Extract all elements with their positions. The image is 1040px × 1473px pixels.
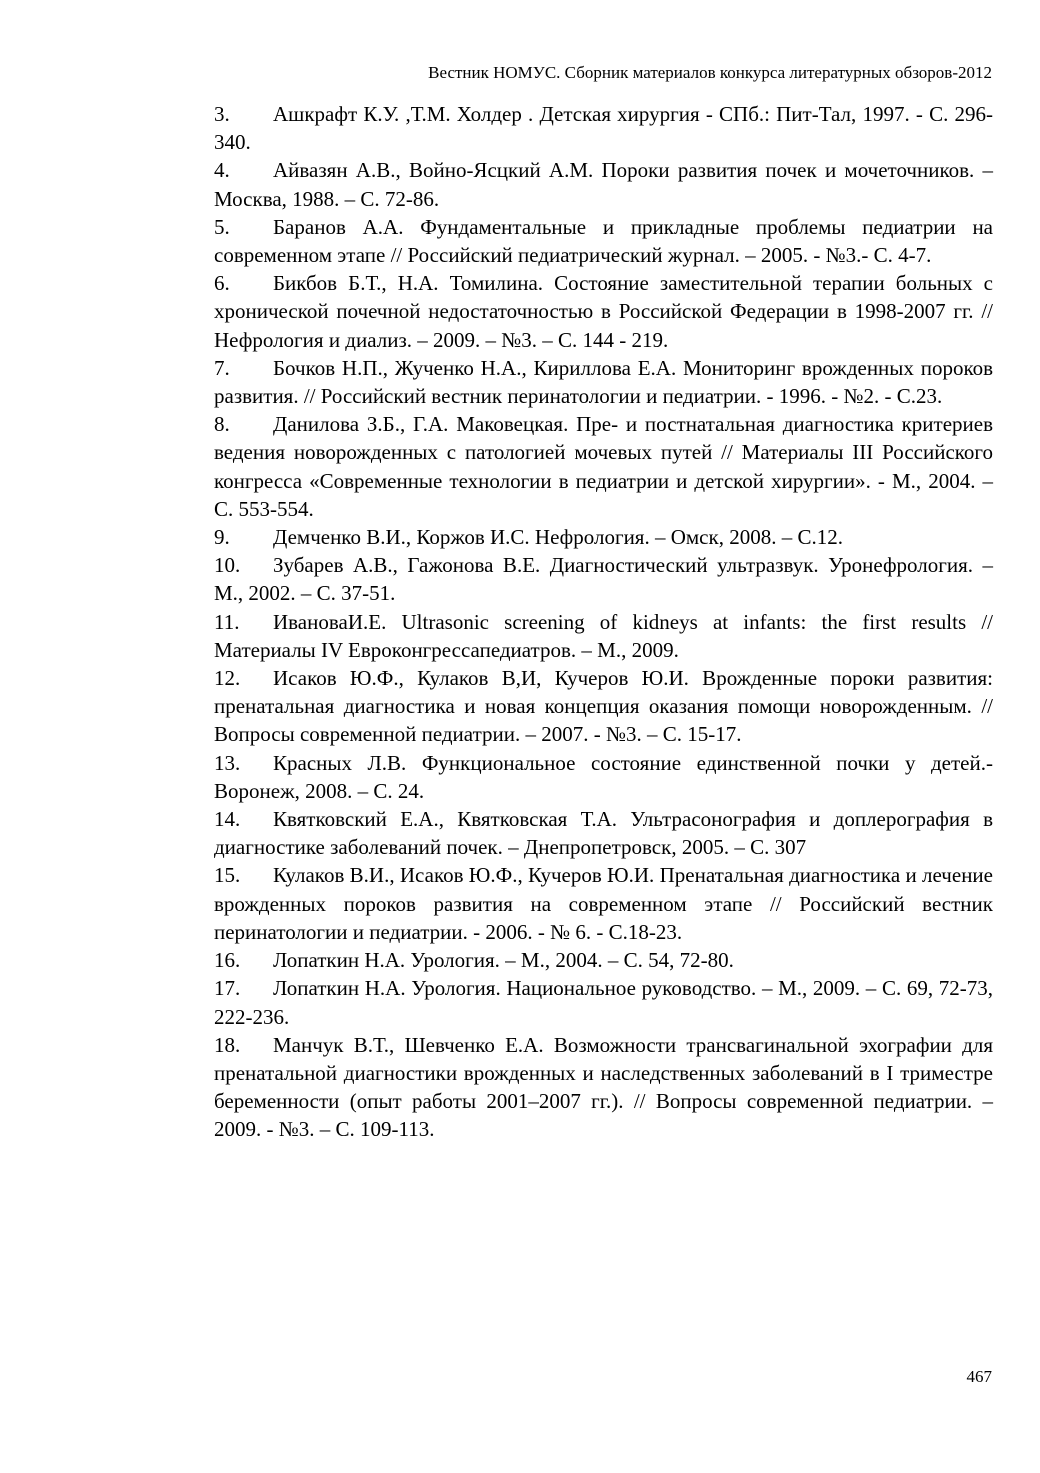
reference-number: 4.	[214, 158, 230, 183]
reference-text: Зубарев А.В., Гажонова В.Е. Диагностический ультразвук. Уронефрология. – М., 2002. – С. 37-51.	[214, 553, 993, 606]
reference-number: 5.	[214, 214, 230, 239]
reference-item	[214, 156, 993, 212]
reference-item	[214, 749, 993, 805]
reference-text: Лопаткин Н.А. Урология. – М., 2004. – С. 54, 72-80.	[273, 948, 734, 973]
reference-number: 6.	[214, 271, 230, 296]
reference-number: 16.	[214, 948, 241, 973]
reference-item	[214, 100, 993, 156]
reference-number: 11.	[214, 609, 240, 634]
reference-item	[214, 805, 993, 861]
reference-item	[214, 664, 993, 749]
reference-number: 14.	[214, 807, 241, 832]
reference-number: 15.	[214, 863, 241, 888]
reference-text: ИвановаИ.Е. Ultrasonic screening of kidneys at infants: the first results // Материалы IV Евроконгрессапедиатров. – М., 2009.	[214, 609, 993, 662]
reference-item	[214, 213, 993, 269]
page-number: 467	[966, 1367, 992, 1386]
reference-text: Бикбов Б.Т., Н.А. Томилина. Состояние заместительной терапии больных с хронической почечной недостаточностью в Российской Федерации в 1998-2007 гг. // Нефрология и диализ. – 2009. – №3. – С. 144 - 219.	[214, 271, 993, 352]
reference-number: 12.	[214, 666, 241, 691]
reference-item	[214, 269, 993, 354]
reference-item	[214, 608, 993, 664]
reference-list	[214, 100, 993, 1144]
reference-item	[214, 974, 993, 1030]
reference-text: Исаков Ю.Ф., Кулаков В,И, Кучеров Ю.И. Врожденные пороки развития: пренатальная диагностика и новая концепция оказания помощи новорожденным. // Вопросы современной педиатрии. – 2007. - №3. – С. 15-17.	[214, 666, 993, 747]
reference-text: Бочков Н.П., Жученко Н.А., Кириллова Е.А. Мониторинг врожденных пороков развития. // Российский вестник перинатологии и педиатрии. - 1996. - №2. - С.23.	[214, 355, 993, 409]
reference-text: Манчук В.Т., Шевченко Е.А. Возможности трансвагинальной эхографии для пренатальной диагностики врожденных и наследственных заболеваний в I триместре беременности (опыт работы 2001–2007 гг.). // Вопросы современной педиатрии. – 2009. - №3. – С. 109-113.	[214, 1032, 993, 1142]
reference-number: 10.	[214, 553, 241, 578]
reference-text: Лопаткин Н.А. Урология. Национальное руководство. – М., 2009. – С. 69, 72-73, 222-236.	[214, 976, 993, 1029]
reference-text: Квятковский Е.А., Квятковская Т.А. Ультрасонография и доплерография в диагностике заболеваний почек. – Днепропетровск, 2005. – С. 307	[214, 807, 993, 860]
reference-number: 3.	[214, 102, 230, 126]
reference-text: Баранов А.А. Фундаментальные и прикладные проблемы педиатрии на современном этапе // Российский педиатрический журнал. – 2005. - №3.- С. 4-7.	[214, 214, 993, 268]
reference-number: 17.	[214, 976, 241, 1001]
reference-text: Красных Л.В. Функциональное состояние единственной почки у детей.- Воронеж, 2008. – С. 24.	[214, 750, 993, 803]
reference-number: 9.	[214, 525, 230, 550]
reference-number: 7.	[214, 355, 230, 380]
running-header: Вестник НОМУС. Сборник материалов конкурса литературных обзоров-2012	[428, 63, 992, 82]
reference-text: Демченко В.И., Коржов И.С. Нефрология. – Омск, 2008. – С.12.	[273, 525, 843, 550]
reference-number: 8.	[214, 412, 230, 437]
reference-number: 13.	[214, 750, 241, 775]
reference-item	[214, 410, 993, 523]
reference-item	[214, 354, 993, 410]
reference-item	[214, 861, 993, 946]
reference-item	[214, 523, 993, 551]
reference-text: Кулаков В.И., Исаков Ю.Ф., Кучеров Ю.И. Пренатальная диагностика и лечение врожденных пороков развития на современном этапе // Российский вестник перинатологии и педиатрии. - 2006. - № 6. - С.18-23.	[214, 863, 993, 944]
reference-text: Данилова З.Б., Г.А. Маковецкая. Пре- и постнатальная диагностика критериев ведения новорожденных с патологией мочевых путей // Материалы III Российского конгресса «Современные технологии в педиатрии и детской хирургии». - М., 2004. – С. 553-554.	[214, 412, 993, 521]
reference-text: Ашкрафт К.У. ,Т.М. Холдер . Детская хирургия - СПб.: Пит-Тал, 1997. - С. 296-340.	[214, 102, 993, 155]
reference-item	[214, 946, 993, 974]
reference-item	[214, 1031, 993, 1144]
reference-text: Айвазян А.В., Войно-Ясцкий А.М. Пороки развития почек и мочеточников. – Москва, 1988. – С. 72-86.	[214, 158, 993, 211]
reference-item	[214, 551, 993, 607]
reference-number: 18.	[214, 1032, 241, 1057]
